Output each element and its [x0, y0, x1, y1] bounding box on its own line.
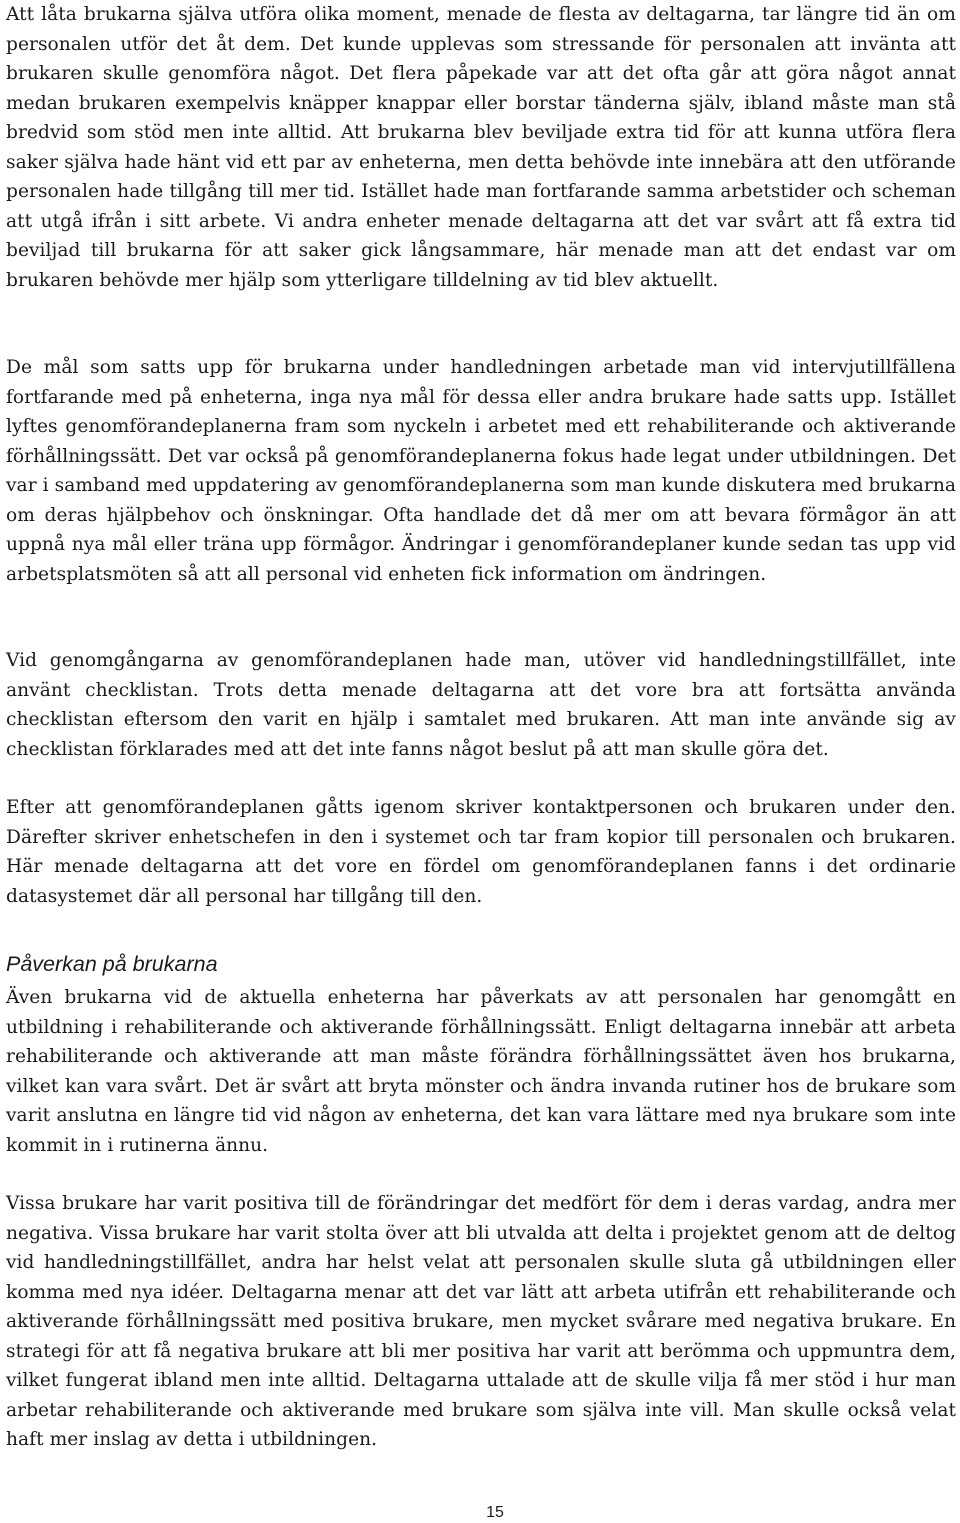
paragraph-3: Vid genomgångarna av genomförandeplanen hade man, utöver vid handledningstillfället, inte använt checklistan. Trots detta menade deltagarna att det vore bra att fortsätta använda checklistan eftersom den varit en hjälp i samtalet med brukaren. Att man inte använde sig av checklistan förklarades med att det inte fanns något beslut på att man skulle göra det. — [6, 650, 956, 760]
page-number: 15 — [486, 1504, 504, 1521]
paragraph-1: Att låta brukarna själva utföra olika moment, menade de flesta av deltagarna, tar längre tid än om personalen utför det åt dem. Det kunde upplevas som stressande för personalen att invänta att brukaren skulle genomföra något. Det flera påpekade var att det ofta går att göra något annat medan brukaren exempelvis knäpper knappar eller borstar tänderna själv, ibland måste man stå bredvid som stöd men inte alltid. Att brukarna blev beviljade extra tid för att kunna utföra flera saker själva hade hänt vid ett par av enheterna, men detta behövde inte innebära att den utförande personalen hade tillgång till mer tid. Istället hade man fortfarande samma arbetstider och scheman att utgå ifrån i sitt arbete. Vi andra enheter menade deltagarna att det var svårt att få extra tid beviljad till brukarna för att saker gick långsammare, här menade man att det endast var om brukaren behövde mer hjälp som ytterligare tilldelning av tid blev aktuellt. — [6, 4, 956, 291]
paragraph-2: De mål som satts upp för brukarna under handledningen arbetade man vid intervjutillfällena fortfarande med på enheterna, inga nya mål för dessa eller andra brukare hade satts upp. Istället lyftes genomförandeplanerna fram som nyckeln i arbetet med ett rehabiliterande och aktiverande förhållningssätt. Det var också på genomförandeplanerna fokus hade legat under utbildningen. Det var i samband med uppdatering av genomförandeplanerna som man kunde diskutera med brukarna om deras hjälpbehov och önskningar. Ofta handlade det då mer om att bevara förmågor än att uppnå nya mål eller träna upp förmågor. Ändringar i genomförandeplaner kunde sedan tas upp vid arbetsplatsmöten så att all personal vid enheten fick information om ändringen. — [6, 357, 956, 585]
paragraph-4: Efter att genomförandeplanen gåtts igenom skriver kontaktpersonen och brukaren under den. Därefter skriver enhetschefen in den i systemet och tar fram kopior till personalen och brukaren. Här menade deltagarna att det vore en fördel om genomförandeplanen fanns i det ordinarie datasystemet där all personal har tillgång till den. — [6, 797, 956, 907]
paragraph-6: Vissa brukare har varit positiva till de förändringar det medfört för dem i deras vardag, andra mer negativa. Vissa brukare har varit stolta över att bli utvalda att delta i projektet genom att de deltog vid handledningstillfället, andra har helst velat att personalen skulle sluta gå utbildningen eller komma med nya idéer. Deltagarna menar att det var lätt att arbeta utifrån ett rehabiliterande och aktiverande förhållningssätt med positiva brukare, men mycket svårare med negativa brukare. En strategi för att få negativa brukare att bli mer positiva har varit att berömma och uppmuntra dem, vilket fungerat ibland men inte alltid. Deltagarna uttalade att de skulle vilja få mer stöd i hur man arbetar rehabiliterande och aktiverande med brukare som själva inte vill. Man skulle också velat haft mer inslag av detta i utbildningen. — [6, 1193, 956, 1450]
paragraph-5: Även brukarna vid de aktuella enheterna har påverkats av att personalen har genomgått en utbildning i rehabiliterande och aktiverande förhållningssätt. Enligt deltagarna innebär att arbeta rehabiliterande och aktiverande att man måste förändra förhållningssättet även hos brukarna, vilket kan vara svårt. Det är svårt att bryta mönster och ändra invanda rutiner hos de brukare som varit anslutna en längre tid vid någon av enheterna, det kan vara lättare med nya brukare som inte kommit in i rutinerna ännu. — [6, 987, 956, 1156]
section-heading: Påverkan på brukarna — [6, 952, 218, 976]
